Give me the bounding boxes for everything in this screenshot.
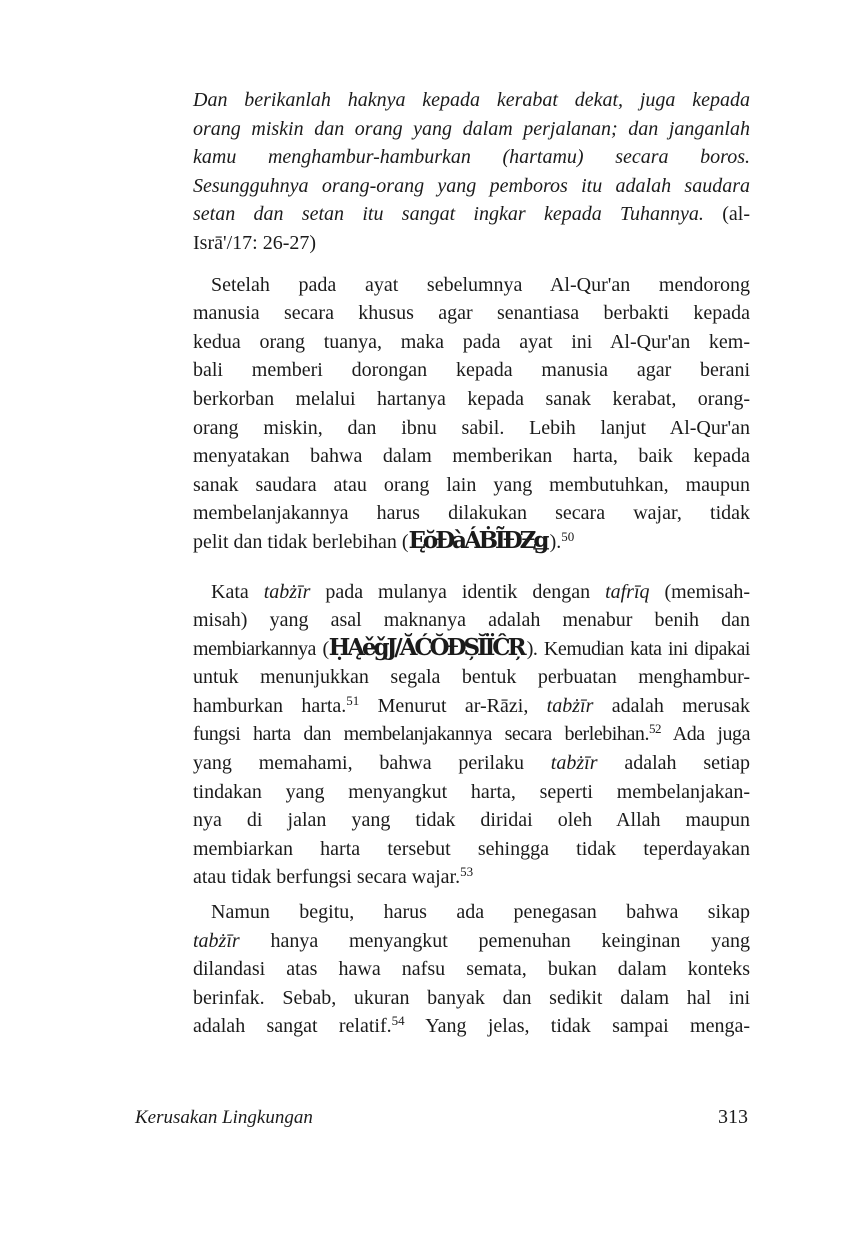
text-run: nya di jalan yang tidak diridai oleh Allah maupun: [193, 809, 750, 832]
text-run: manusia secara khusus agar senantiasa berbakti kepada: [193, 302, 750, 325]
italic-term: tabżīr: [263, 580, 311, 603]
text-run: Menurut ar-Rāzi,: [359, 694, 547, 717]
text-line: [193, 471, 750, 500]
roman-text: (al-: [703, 203, 750, 226]
text-run: hanya menyangkut pemenuhan keinginan yang: [239, 929, 750, 952]
text-run: Kata: [211, 580, 264, 603]
text-line: [193, 898, 750, 927]
text-run: berinfak. Sebab, ukuran banyak dan sedikit dalam hal ini: [193, 986, 750, 1009]
running-footer-title: Kerusakan Lingkungan: [135, 1107, 313, 1128]
text-run: yang memahami, bahwa perilaku: [193, 752, 551, 775]
text-line: [193, 299, 750, 328]
italic-term: tafrīq: [605, 580, 650, 603]
text-run: sanak saudara atau orang lain yang membutuhkan, maupun: [193, 473, 750, 496]
body-paragraph: [193, 578, 750, 893]
text-run: Setelah pada ayat sebelumnya Al-Qur'an mendorong: [211, 273, 750, 296]
text-run: Ada juga: [661, 723, 750, 746]
text-line: [193, 229, 750, 258]
text-line: fungsi harta dan membelanjakannya secara berlebihan.52 Ada juga: [193, 721, 750, 746]
text-line: [193, 115, 750, 144]
text-line: [193, 606, 750, 635]
text-line: [193, 271, 750, 300]
text-run: bali memberi dorongan kepada manusia agar berani: [193, 359, 750, 382]
quran-translation-quote: [193, 86, 750, 258]
text-run: ). Kemudian kata ini dipakai: [526, 637, 750, 660]
italic-term: tabżīr: [550, 752, 598, 775]
text-line: [193, 385, 750, 414]
text-run: membelanjakannya harus dilakukan secara wajar, tidak: [193, 502, 750, 525]
page-number: 313: [718, 1106, 748, 1128]
text-run: atau tidak berfungsi secara wajar.: [193, 866, 461, 889]
text-line: [193, 442, 750, 471]
text-line: [193, 835, 750, 864]
text-run: Sesungguhnya orang-orang yang pemboros itu adalah saudara: [193, 174, 750, 197]
text-column: [193, 86, 750, 1041]
text-run: Yang jelas, tidak sampai menga-: [404, 1015, 750, 1038]
body-paragraph: [193, 271, 750, 557]
text-run: adalah setiap: [597, 752, 750, 775]
page-footer: [135, 1106, 748, 1129]
text-run: menyatakan bahwa dalam memberikan harta, baik kepada: [193, 445, 750, 468]
text-line: [193, 663, 750, 692]
text-run: membiarkan harta tersebut sehingga tidak teperdayakan: [193, 837, 750, 860]
text-run: tindakan yang menyangkut harta, seperti membelanjakan-: [193, 780, 750, 803]
text-line: [193, 927, 750, 956]
roman-text: Isrā'/17: 26-27): [193, 231, 317, 254]
text-line: [193, 328, 750, 357]
text-run: adalah merusak: [593, 694, 750, 717]
text-line: [193, 984, 750, 1013]
text-line: [193, 806, 750, 835]
text-line: pelit dan tidak berlebihan (ĘŏÐàÁḂĨĐƵǥ ).50: [193, 526, 575, 554]
text-line: hamburkan harta.51 Menurut ar-Rāzi, tabżīr adalah merusak: [193, 692, 750, 717]
text-run: orang miskin dan orang yang dalam perjalanan; dan janganlah: [193, 117, 750, 140]
text-line: [193, 172, 750, 201]
text-run: Dan berikanlah haknya kepada kerabat dekat, juga kepada: [193, 89, 750, 111]
text-run: setan dan setan itu sangat ingkar kepada Tuhannya.: [193, 203, 704, 226]
arabic-garbled-text: ḤĄěǧJ/ĂĆŎĐȘĬÏĈŖ: [328, 633, 524, 661]
body-paragraph: [193, 898, 750, 1041]
text-run: untuk menunjukkan segala bentuk perbuatan menghambur-: [193, 666, 750, 689]
text-line: [193, 356, 750, 385]
text-run: misah) yang asal maknanya adalah menabur benih dan: [193, 609, 750, 632]
text-line: [193, 778, 750, 807]
text-line: [193, 955, 750, 984]
text-run: fungsi harta dan membelanjakannya secara berlebihan.: [193, 723, 649, 746]
arabic-garbled-text: ĘŏÐàÁḂĨĐƵǥ: [408, 526, 547, 554]
text-line: [193, 86, 750, 115]
text-run: (memisah-: [649, 580, 750, 603]
text-run: adalah sangat relatif.: [193, 1015, 392, 1038]
italic-term: tabżīr: [546, 694, 594, 717]
text-run: ).: [549, 530, 562, 553]
text-run: berkorban melalui hartanya kepada sanak kerabat, orang-: [193, 387, 750, 410]
text-run: hamburkan harta.: [193, 694, 347, 717]
text-line: [193, 749, 750, 778]
text-line: adalah sangat relatif.54 Yang jelas, tidak sampai menga-: [193, 1013, 750, 1038]
text-run: Namun begitu, harus ada penegasan bahwa sikap: [211, 901, 750, 924]
text-run: orang miskin, dan ibnu sabil. Lebih lanjut Al-Qur'an: [193, 416, 750, 439]
text-line: [193, 635, 750, 664]
text-line: [193, 200, 750, 229]
text-line: [193, 499, 750, 528]
text-line: [193, 578, 750, 607]
text-run: kamu menghambur-hamburkan (hartamu) secara boros.: [193, 146, 750, 169]
text-run: membiarkannya (: [193, 637, 329, 660]
italic-term: tabżīr: [193, 929, 240, 952]
text-run: kedua orang tuanya, maka pada ayat ini Al-Qur'an kem-: [193, 330, 750, 353]
text-run: dilandasi atas hawa nafsu semata, bukan dalam konteks: [193, 958, 750, 981]
text-line: [193, 414, 750, 443]
text-run: pelit dan tidak berlebihan (: [193, 530, 409, 553]
text-line: atau tidak berfungsi secara wajar.53: [193, 864, 474, 889]
text-line: [193, 143, 750, 172]
text-run: pada mulanya identik dengan: [310, 580, 606, 603]
